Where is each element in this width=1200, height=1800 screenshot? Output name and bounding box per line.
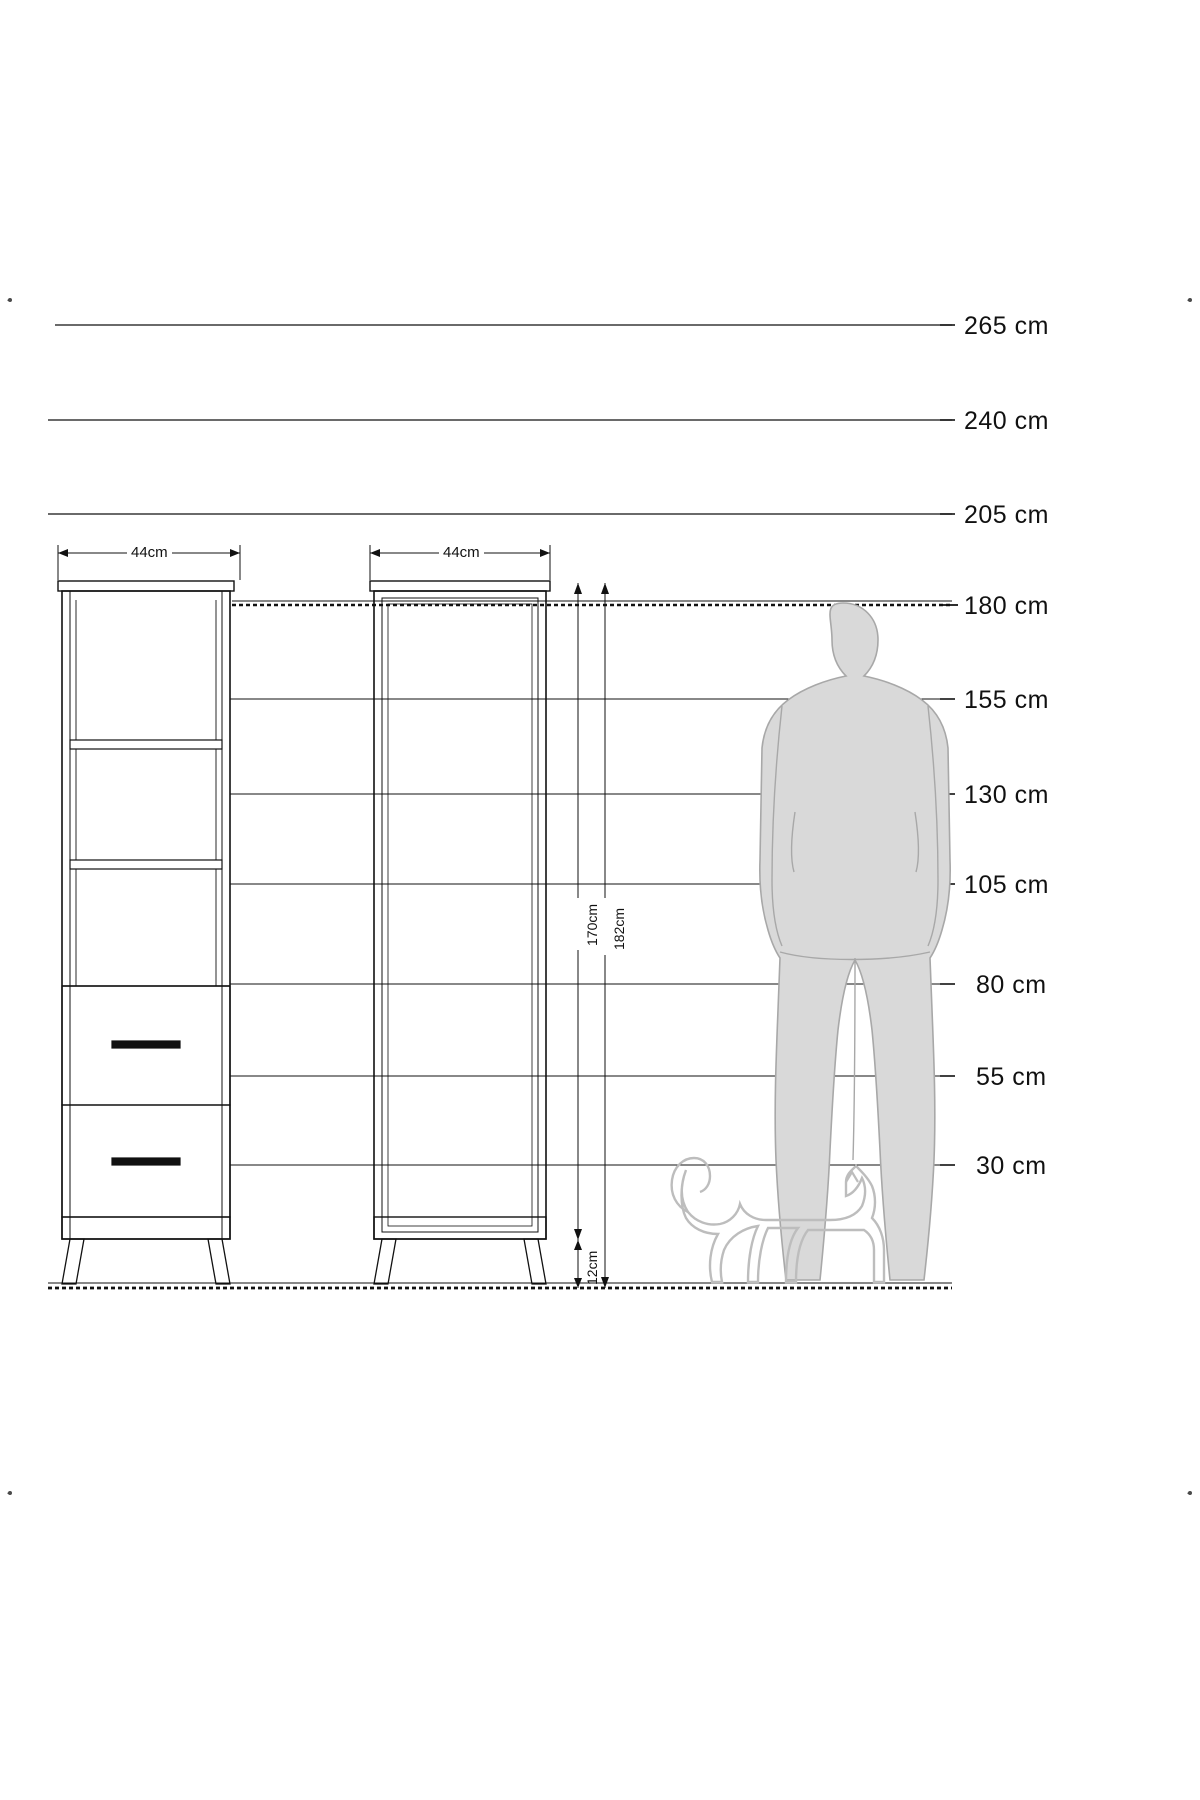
corner-mark-top-left: · bbox=[6, 292, 11, 307]
height-label-170: 170cm bbox=[584, 903, 600, 946]
scale-label-240: 240 cm bbox=[964, 407, 1049, 435]
scale-label-155: 155 cm bbox=[964, 686, 1049, 714]
scale-label-265: 265 cm bbox=[964, 312, 1049, 340]
scale-label-55: 55 cm bbox=[976, 1063, 1047, 1091]
right-cabinet bbox=[370, 581, 550, 1284]
scale-label-30: 30 cm bbox=[976, 1152, 1047, 1180]
vertical-dimension-182 bbox=[601, 583, 609, 1288]
scale-label-105: 105 cm bbox=[964, 871, 1049, 899]
height-label-182: 182cm bbox=[611, 907, 627, 950]
height-label-12: 12cm bbox=[584, 1250, 600, 1285]
corner-mark-top-right: · bbox=[1186, 292, 1191, 307]
floor-line-hatched bbox=[48, 1283, 952, 1288]
width-label-left-cabinet: 44cm bbox=[127, 544, 172, 561]
scale-label-180: 180 cm bbox=[964, 592, 1049, 620]
vertical-dimension-12 bbox=[574, 1240, 582, 1288]
corner-mark-bottom-right: · bbox=[1186, 1485, 1191, 1500]
vertical-dimension-170 bbox=[574, 583, 582, 1240]
corner-mark-bottom-left: · bbox=[6, 1485, 11, 1500]
scale-label-205: 205 cm bbox=[964, 501, 1049, 529]
scale-label-80: 80 cm bbox=[976, 971, 1047, 999]
left-cabinet bbox=[58, 581, 234, 1284]
scale-label-130: 130 cm bbox=[964, 781, 1049, 809]
width-label-right-cabinet: 44cm bbox=[439, 544, 484, 561]
